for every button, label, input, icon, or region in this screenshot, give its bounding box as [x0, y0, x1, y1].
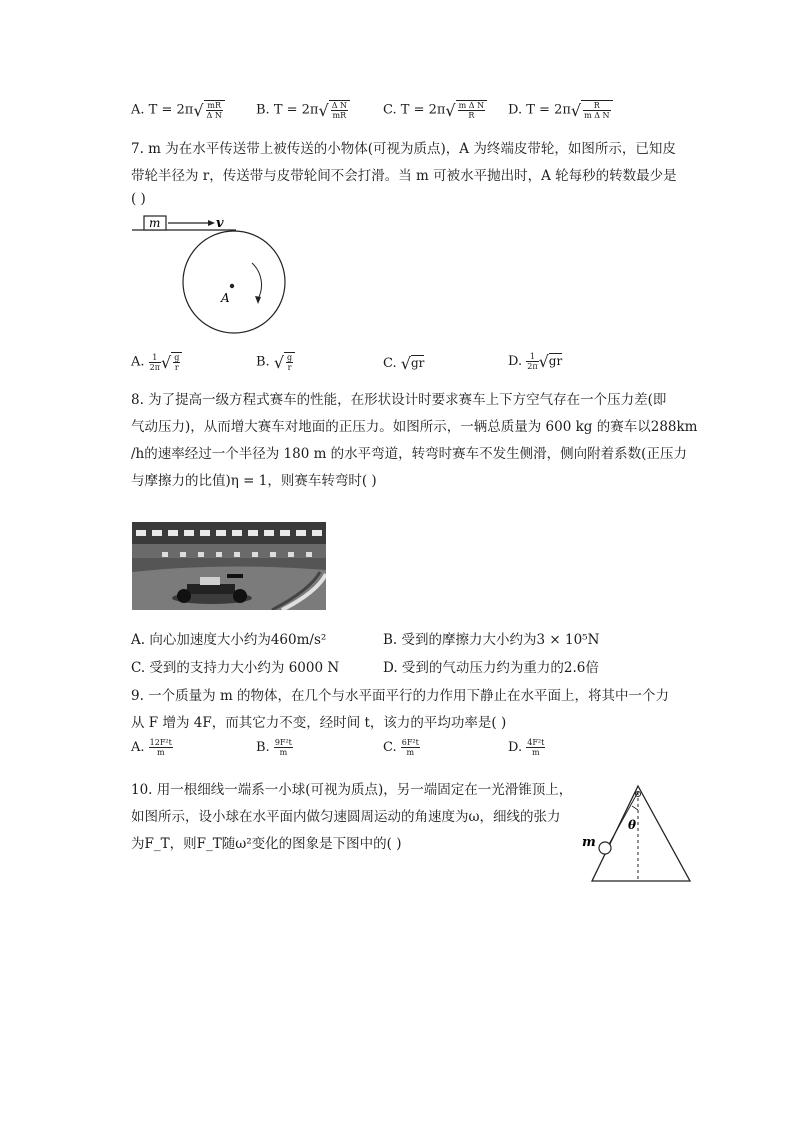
q7-option-c: C. √gr: [383, 354, 425, 373]
q8-option-c: C. 受到的支持力大小约为 6000 N: [131, 660, 340, 676]
q9-option-b: B. $\frac{\text{9F²t}}{m}$: [256, 738, 292, 757]
q8-text-line4: 与摩擦力的比值)η = 1，则赛车转弯时( ): [131, 473, 377, 489]
q9-text-line1: 9. 一个质量为 m 的物体，在几个与水平面平行的力作用下静止在水平面上，将其中一个力: [131, 688, 670, 704]
q8-text-line2: 气动压力)，从而增大赛车对地面的正压力。如图所示，一辆总质量为 600 kg 的赛车以288km: [131, 419, 698, 435]
q8-race-car-photo: [132, 522, 326, 610]
q6-option-b: B. T = 2π√ $\frac{\text{Δ N}}{mR}$: [256, 100, 350, 120]
q7-block-label: m: [149, 216, 161, 230]
q10-text-line3: 为F_T，则F_T随ω²变化的图象是下图中的( ): [131, 836, 402, 852]
q7-velocity-label: v: [216, 216, 224, 231]
q6-option-d: D. T = 2π√ $\frac{R}{\text{m Δ N}}$: [508, 100, 613, 120]
q7-center-label: A: [221, 291, 230, 305]
q8-option-b: B. 受到的摩擦力大小约为3 × 10⁵N: [383, 632, 600, 648]
q10-text-line2: 如图所示，设小球在水平面内做匀速圆周运动的角速度为ω，细线的张力: [131, 809, 561, 825]
q6-option-c: C. T = 2π√ $\frac{\text{m Δ N}}{R}$: [383, 100, 487, 120]
q10-angle-label: θ: [628, 818, 637, 832]
q10-text-line1: 10. 用一根细线一端系一小球(可视为质点)，另一端固定在一光滑锥顶上，: [131, 782, 573, 798]
q7-belt-pulley-diagram: [128, 210, 298, 345]
q9-option-a: A. $\frac{\text{12F²t}}{m}$: [131, 738, 172, 757]
q9-option-d: D. $\frac{\text{4F²t}}{m}$: [508, 738, 545, 757]
q8-text-line1: 8. 为了提高一级方程式赛车的性能，在形状设计时要求赛车上下方空气存在一个压力差(即: [131, 392, 667, 408]
q8-option-a: A. 向心加速度大小约为460m/s²: [131, 632, 327, 648]
q7-text-line1: 7. m 为在水平传送带上被传送的小物体(可视为质点)，A 为终端皮带轮，如图所示，已知皮: [131, 141, 676, 157]
q7-option-a: A. $\frac{1}{2\pi}$ √ $\frac{g}{r}$: [131, 352, 182, 372]
q6-option-a: A. T = 2π√ $\frac{mR}{\text{Δ N}}$: [131, 100, 225, 120]
q8-option-d: D. 受到的气动压力约为重力的2.6倍: [383, 660, 599, 676]
q7-text-line3: ( ): [131, 191, 146, 207]
q7-option-d: D. $\frac{1}{2\pi}$ √gr: [508, 352, 563, 371]
q10-mass-label: m: [582, 835, 596, 850]
q7-text-line2: 带轮半径为 r，传送带与皮带轮间不会打滑。当 m 可被水平抛出时，A 轮每秒的转数最少是: [131, 168, 677, 184]
q9-text-line2: 从 F 增为 4F，而其它力不变，经时间 t，该力的平均功率是( ): [131, 715, 507, 731]
q9-option-c: C. $\frac{\text{6F²t}}{m}$: [383, 738, 419, 757]
q10-cone-pendulum-diagram: [578, 780, 696, 886]
q7-option-b: B. √ $\frac{g}{r}$: [256, 352, 295, 372]
q8-text-line3: /h的速率经过一个半径为 180 m 的水平弯道，转弯时赛车不发生侧滑，侧向附着系数(正压力: [131, 446, 687, 462]
